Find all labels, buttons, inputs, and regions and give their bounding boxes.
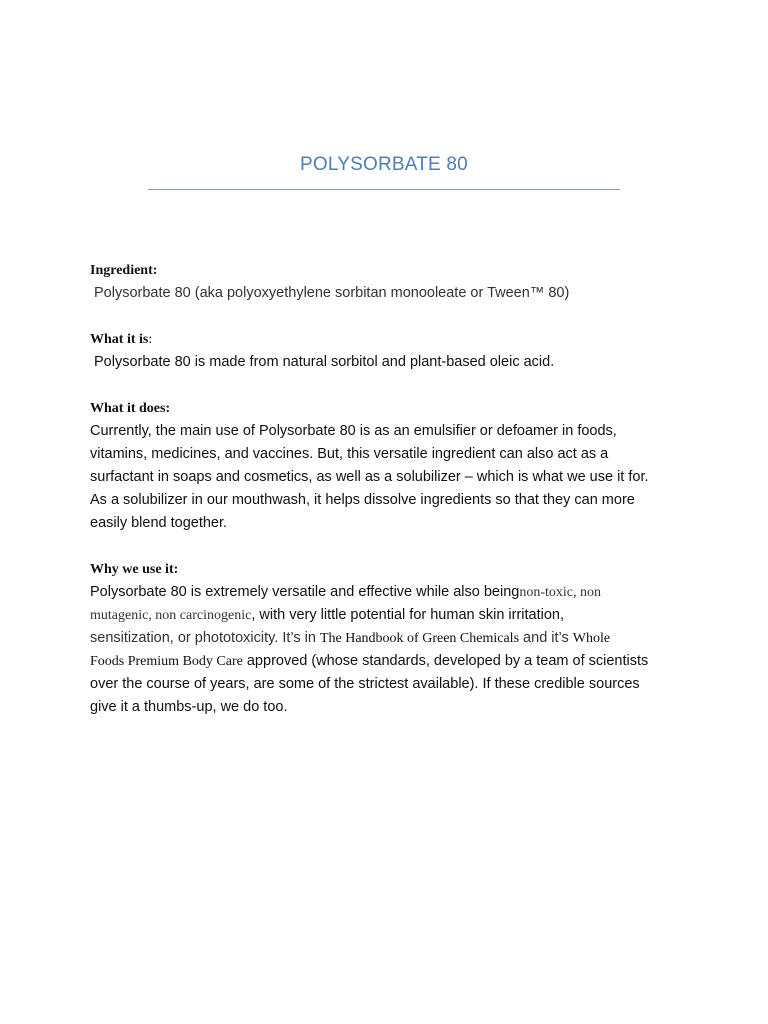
text-run: sensitization, or phototoxicity. It’s in	[90, 630, 320, 646]
section-what-it-does	[90, 397, 690, 535]
text-run: approved (whose standards, developed by a team of scientists	[242, 653, 649, 669]
section-heading: Why we use it:	[90, 562, 179, 577]
section-text-line: As a solubilizer in our mouthwash, it helps dissolve ingredients so that they can more	[90, 492, 635, 508]
section-heading	[90, 328, 690, 351]
section-text-line	[90, 604, 690, 627]
text-run: Polysorbate 80 is extremely versatile and effective while also being	[90, 584, 520, 600]
section-text-line: vitamins, medicines, and vaccines. But, this versatile ingredient can also act as a	[90, 446, 609, 462]
text-run: and it’s	[519, 630, 573, 646]
section-text-line: easily blend together.	[90, 515, 228, 531]
section-heading: What it does:	[90, 401, 171, 416]
section-text: Polysorbate 80 (aka polyoxyethylene sorbitan monooleate or Tween™ 80)	[94, 285, 570, 301]
section-heading-colon: :	[148, 332, 153, 347]
section-ingredient	[90, 259, 690, 305]
section-heading: Ingredient:	[90, 263, 158, 278]
text-run: mutagenic, non carcinogenic	[90, 608, 252, 623]
document-body	[90, 259, 690, 719]
section-text-line: Currently, the main use of Polysorbate 80 is as an emulsifier or defoamer in foods,	[90, 423, 617, 439]
title-underline	[148, 189, 620, 190]
section-text-line	[90, 581, 690, 604]
section-text: Polysorbate 80 is made from natural sorbitol and plant-based oleic acid.	[94, 354, 555, 370]
section-why-we-use-it	[90, 558, 690, 719]
section-text-line	[90, 627, 690, 650]
brand-name: Foods Premium Body Care	[90, 654, 243, 669]
section-text-line	[90, 650, 690, 673]
text-run: , with very little potential for human skin irritation,	[251, 607, 565, 623]
section-text-line: give it a thumbs-up, we do too.	[90, 699, 288, 715]
section-text-line: over the course of years, are some of the strictest available). If these credible sources	[90, 676, 640, 692]
book-title: The Handbook of Green Chemicals	[319, 631, 520, 646]
text-run: non-toxic, non	[519, 585, 601, 600]
section-text-line: surfactant in soaps and cosmetics, as well as a solubilizer – which is what we use it for.	[90, 469, 649, 485]
section-heading-text: What it is	[90, 332, 149, 347]
text-run: Whole	[572, 631, 611, 646]
section-what-it-is	[90, 328, 690, 374]
page-title: POLYSORBATE 80	[300, 154, 468, 175]
